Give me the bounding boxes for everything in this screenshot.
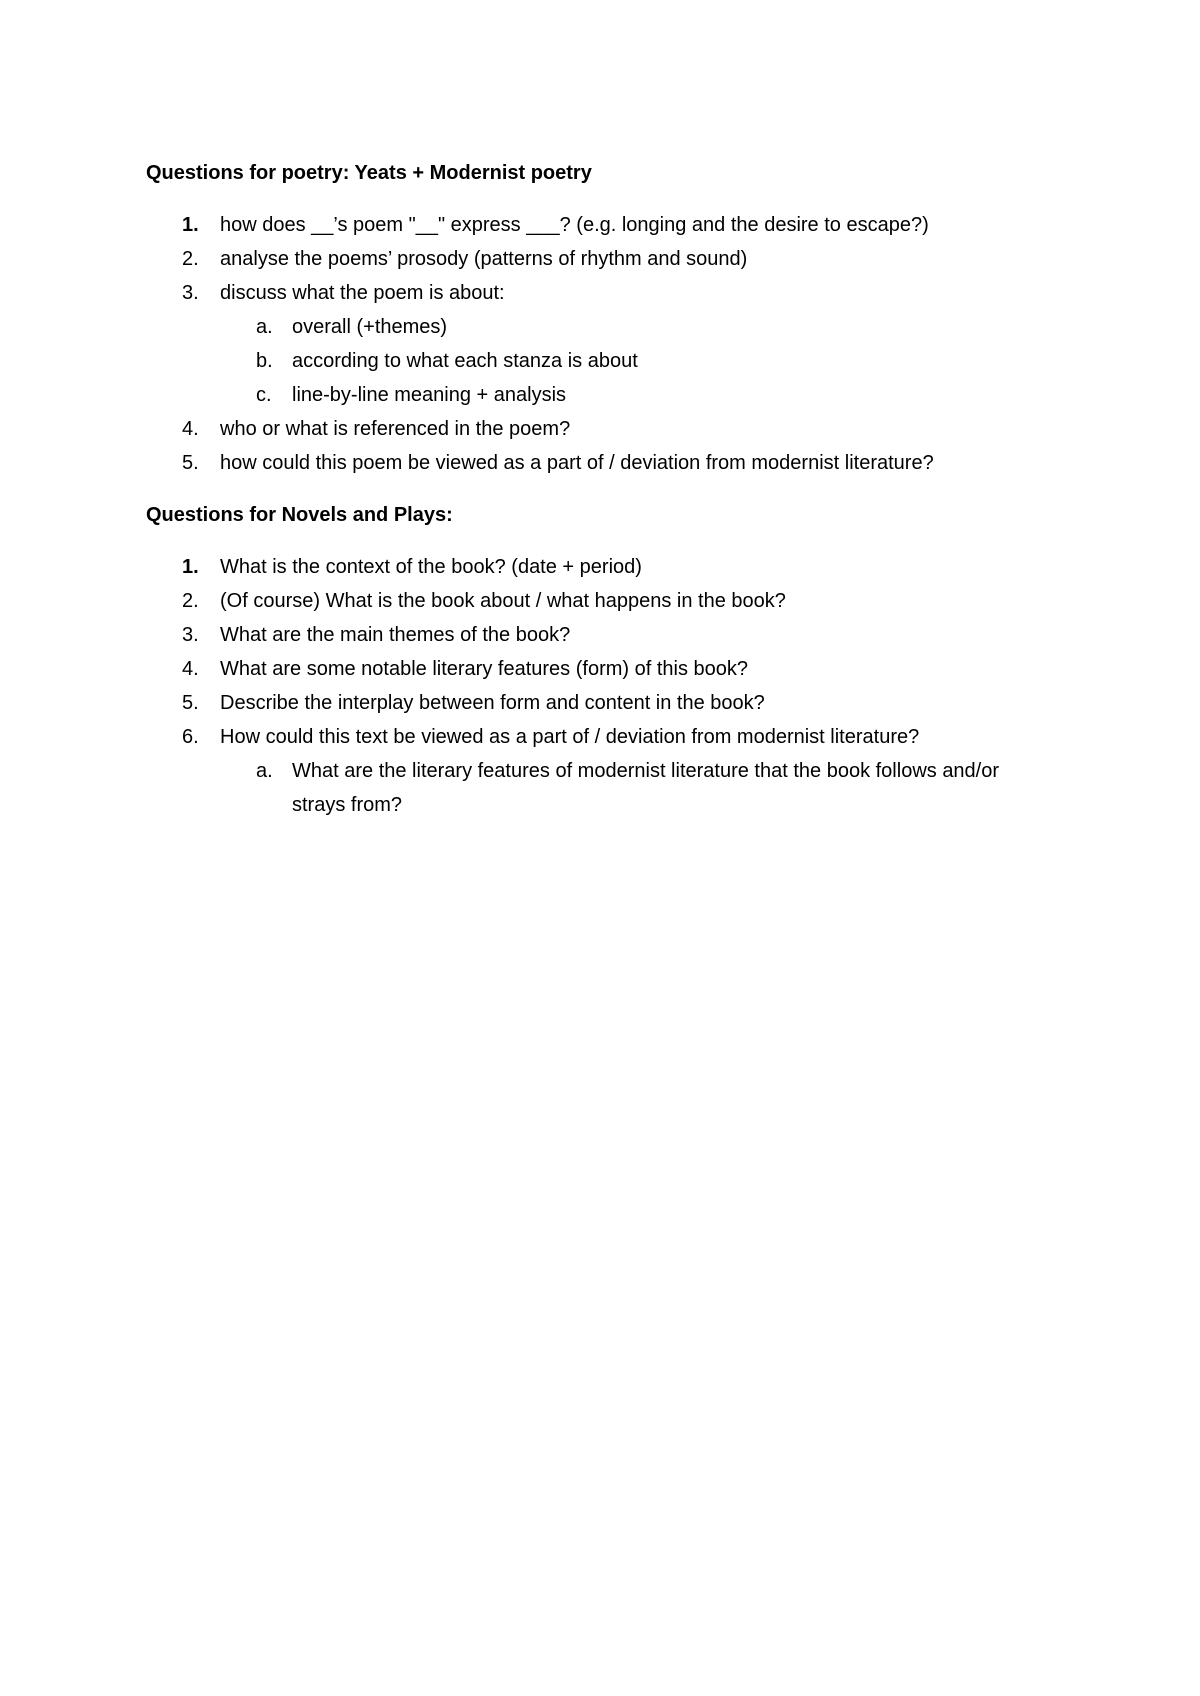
sub-list-text: overall (+themes) — [292, 316, 448, 338]
list-text: How could this text be viewed as a part of / deviation from modernist literature? — [220, 726, 920, 748]
novels-plays-questions-list — [146, 550, 1046, 822]
list-number: 3. — [182, 282, 199, 304]
list-text: Describe the interplay between form and content in the book? — [220, 692, 765, 714]
list-text: who or what is referenced in the poem? — [220, 418, 571, 440]
sub-list-letter: b. — [256, 350, 273, 372]
list-item — [146, 276, 1046, 310]
list-text: analyse the poems’ prosody (patterns of rhythm and sound) — [220, 248, 748, 270]
list-text: What are the main themes of the book? — [220, 624, 571, 646]
list-item — [146, 242, 1046, 276]
sub-list-item — [146, 344, 1046, 378]
list-text: What are some notable literary features (form) of this book? — [220, 658, 749, 680]
list-item — [146, 550, 1046, 584]
sub-list-letter: c. — [256, 384, 272, 406]
sub-list-letter: a. — [256, 760, 273, 782]
sub-list-text: line-by-line meaning + analysis — [292, 384, 567, 406]
list-number: 2. — [182, 248, 199, 270]
list-number: 3. — [182, 624, 199, 646]
list-item — [146, 412, 1046, 446]
list-item — [146, 652, 1046, 686]
novels-plays-questions-heading: Questions for Novels and Plays: — [146, 504, 453, 526]
list-number: 4. — [182, 418, 199, 440]
document-content — [146, 156, 1046, 822]
list-text: What is the context of the book? (date + period) — [220, 556, 642, 578]
list-number: 5. — [182, 452, 199, 474]
list-number: 6. — [182, 726, 199, 748]
list-number: 1. — [182, 556, 199, 578]
list-number: 1. — [182, 214, 199, 236]
sub-list-item — [146, 378, 1046, 412]
sub-list-item — [146, 310, 1046, 344]
sub-list-letter: a. — [256, 316, 273, 338]
list-item — [146, 584, 1046, 618]
list-text: how could this poem be viewed as a part of / deviation from modernist literature? — [220, 452, 934, 474]
list-text: discuss what the poem is about: — [220, 282, 505, 304]
sub-list-text: What are the literary features of modernist literature that the book follows and/or strays from? — [292, 760, 1000, 816]
list-item — [146, 618, 1046, 652]
sub-list-item — [146, 754, 1046, 822]
poetry-questions-list — [146, 208, 1046, 480]
list-item — [146, 208, 1046, 242]
list-number: 4. — [182, 658, 199, 680]
list-number: 2. — [182, 590, 199, 612]
list-item — [146, 720, 1046, 754]
list-item — [146, 686, 1046, 720]
list-item — [146, 446, 1046, 480]
list-number: 5. — [182, 692, 199, 714]
poetry-questions-heading: Questions for poetry: Yeats + Modernist poetry — [146, 162, 592, 184]
list-text: (Of course) What is the book about / what happens in the book? — [220, 590, 786, 612]
sub-list-text: according to what each stanza is about — [292, 350, 638, 372]
list-text: how does __’s poem "__" express ___? (e.g. longing and the desire to escape?) — [220, 214, 929, 236]
